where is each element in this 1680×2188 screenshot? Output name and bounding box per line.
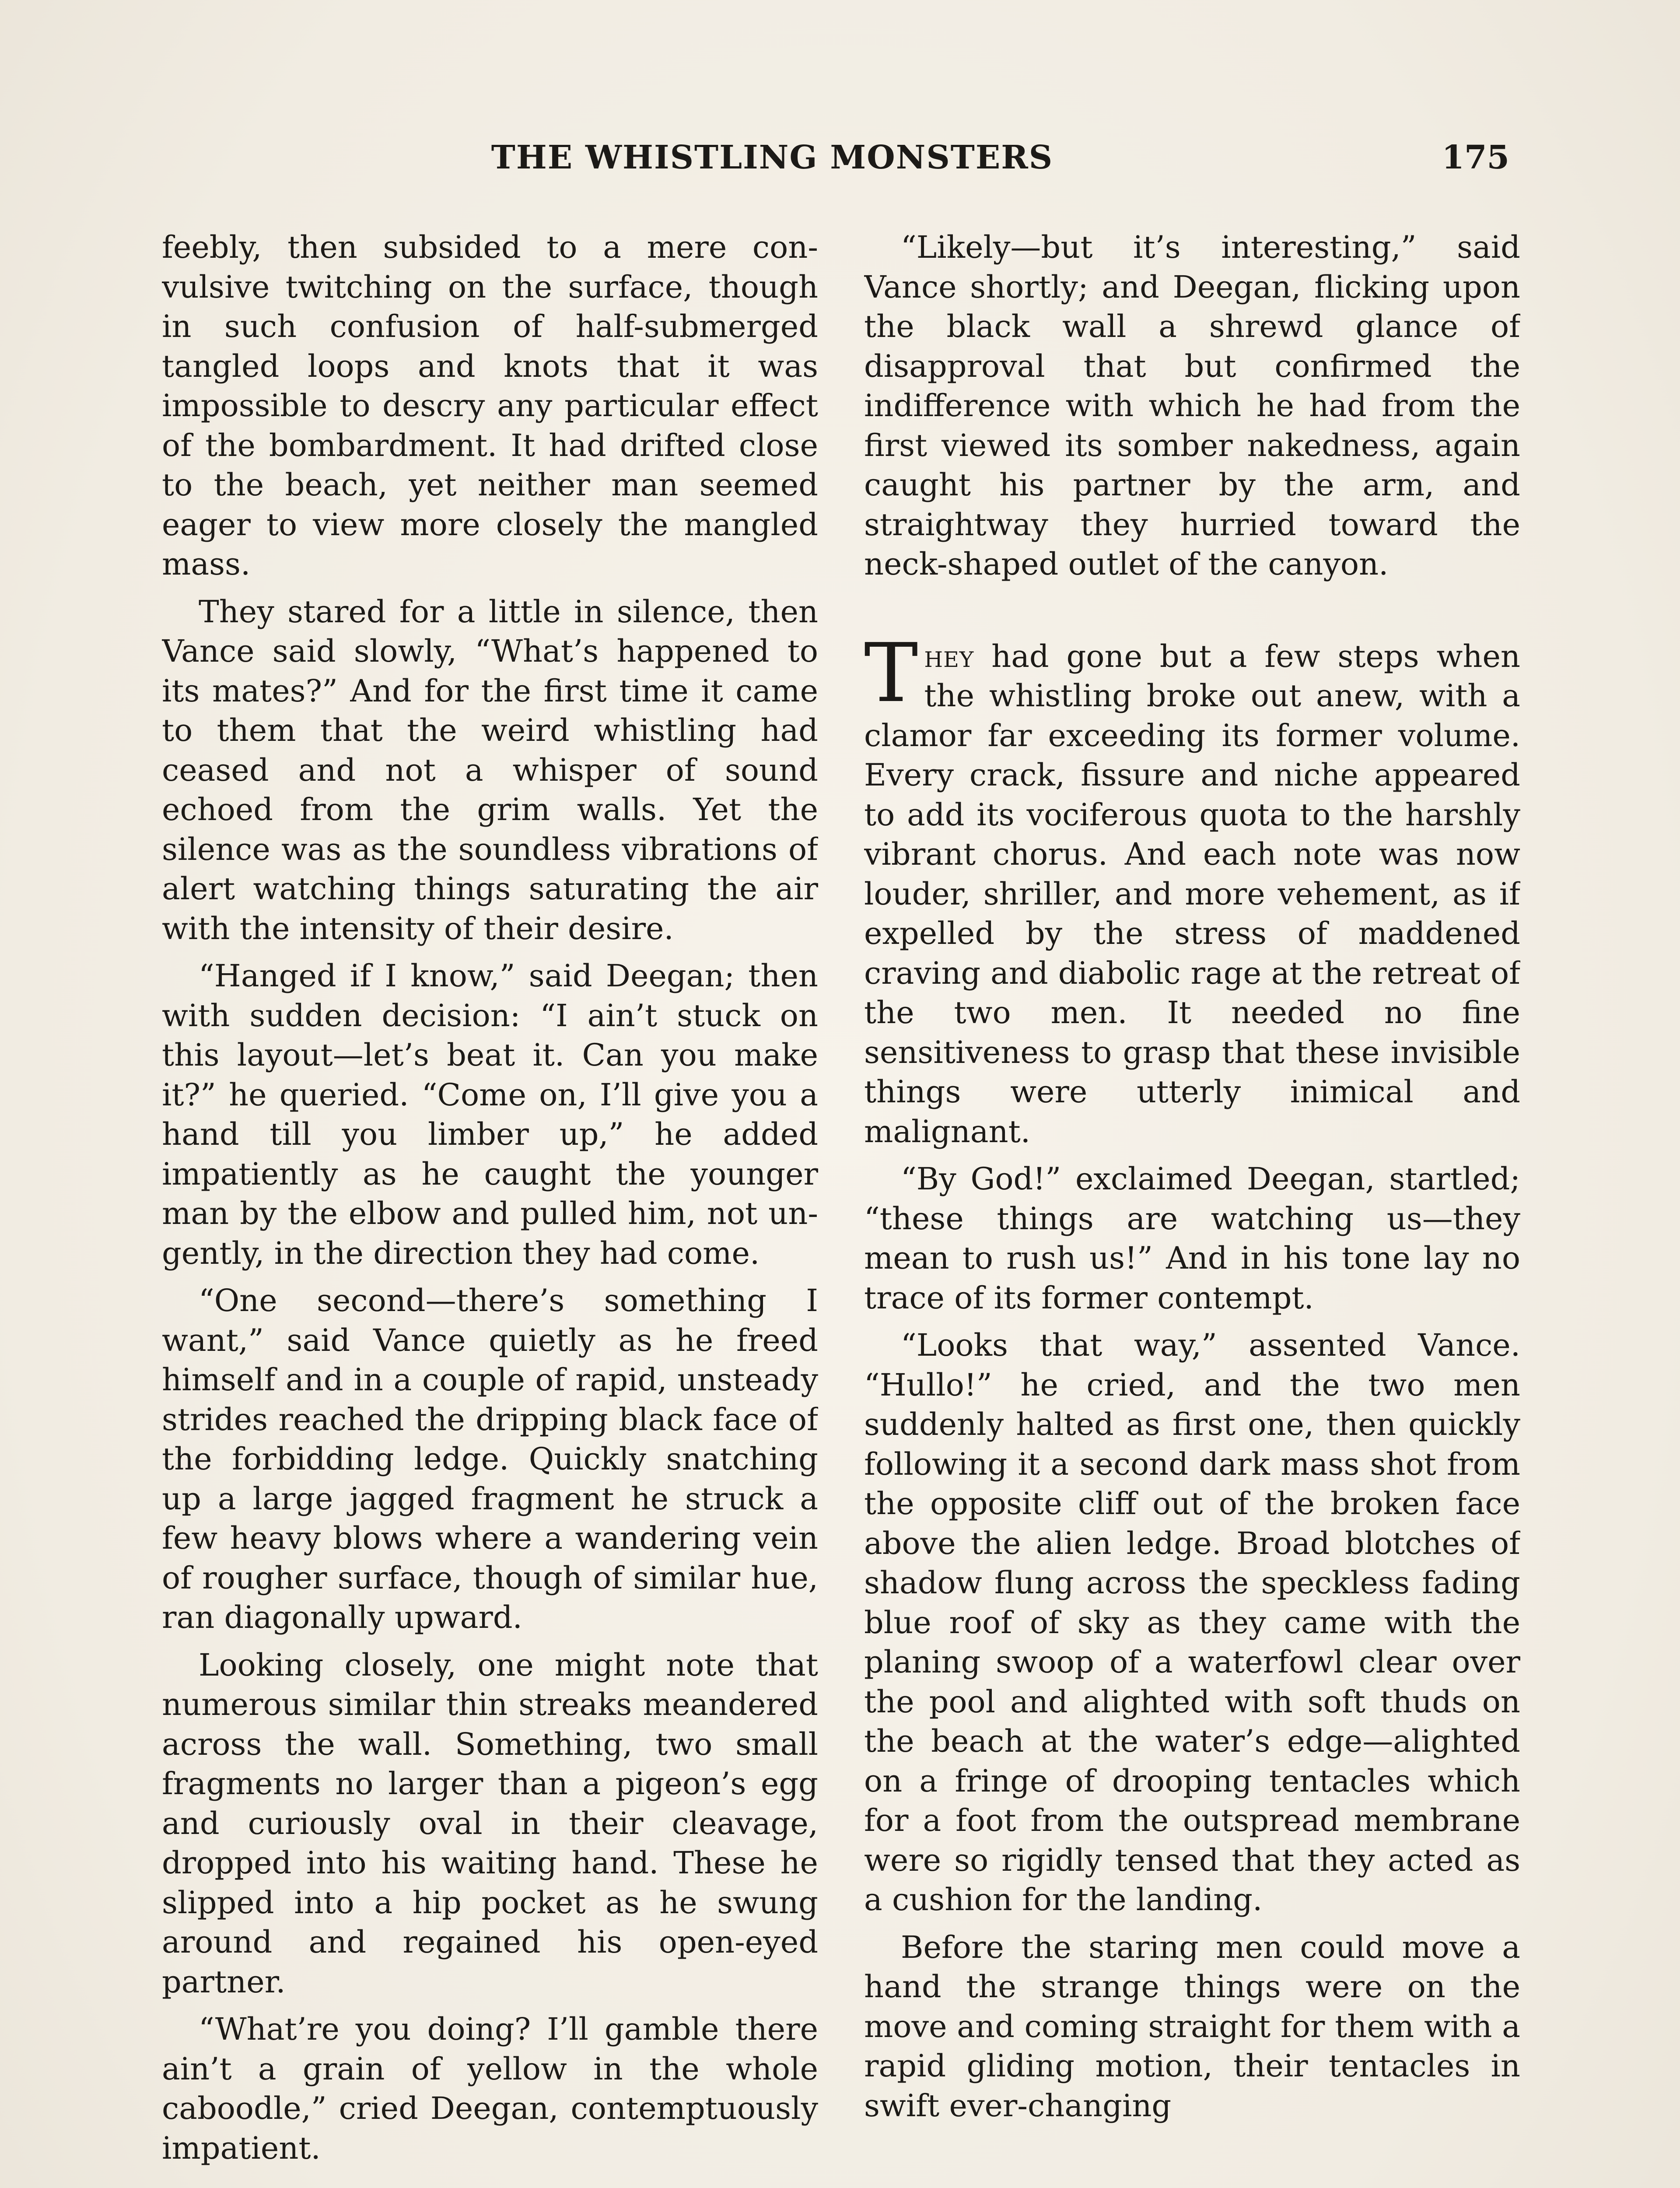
paragraph: They stared for a little in silence, then Vance said slowly, “What’s happened to its mates?” And for the first time it came to them that the weird whistling had ceased and not a whisper of sound echoed from the grim walls. Yet the silence was as the soundless vibrations of alert watching things saturating the air with the intensity of their desire. bbox=[162, 593, 818, 947]
section-opening-paragraph bbox=[864, 625, 1520, 1152]
drop-cap: T bbox=[864, 625, 918, 720]
paragraph: feebly, then subsided to a mere convulsive twitching on the surface, though in such confusion of half-submerged tangled loops and knots that it was impossible to descry any particular effect of the bombardment. It had drifted close to the beach, yet neither man seemed eager to view more closely the mangled mass. bbox=[162, 229, 818, 582]
paragraph: “By God!” exclaimed Deegan, startled; “these things are watching us—they mean to rush us!” And in his tone lay no trace of its former contempt. bbox=[864, 1161, 1520, 1316]
paragraph: “Hanged if I know,” said Deegan; then with sudden decision: “I ain’t stuck on this layout—let’s beat it. Can you make it?” he queried. “Come on, I’ll give you a hand till you limber up,” he added impatiently as he caught the younger man by the elbow and pulled him, not ungently, in the direction they had come. bbox=[162, 958, 818, 1271]
right-column bbox=[864, 228, 1520, 2188]
small-caps-lead: hey bbox=[924, 638, 974, 674]
paragraph: Before the staring men could move a hand the strange things were on the move and coming straight for them with a rapid gliding motion, their tentacles in swift ever-changing bbox=[864, 1929, 1520, 2124]
paragraph: “Likely—but it’s interesting,” said Vance shortly; and Deegan, flicking upon the black wall a shrewd glance of disapproval that but confirmed the indifference with which he had from the first viewed its somber nakedness, again caught his partner by the arm, and straightway they hurried toward the neck-shaped outlet of the canyon. bbox=[864, 229, 1520, 582]
paragraph: “One second—there’s something I want,” said Vance quietly as he freed himself and in a couple of rapid, unsteady strides reached the dripping black face of the forbidding ledge. Quickly snatching up a large jagged fragment he struck a few heavy blows where a wandering vein of rougher surface, though of similar hue, ran diagonally upward. bbox=[162, 1283, 818, 1635]
page-number: 175 bbox=[1442, 139, 1509, 176]
section-text: had gone but a few steps when the whistling broke out anew, with a clamor far exceeding its former volume. Every crack, fissure and niche appeared to add its vociferous quota to the harshly vibrant chorus. And each note was now louder, shriller, and more vehement, as if expelled by the stress of maddened craving and diabolic rage at the retreat of the two men. It needed no fine sensitiveness to grasp that these invisible things were utterly inimical and malignant. bbox=[864, 638, 1520, 1150]
running-head bbox=[162, 131, 1518, 184]
paragraph: “What’re you doing? I’ll gamble there ain’t a grain of yellow in the whole caboodle,” cried Deegan, contemptuously impatient. bbox=[162, 2011, 818, 2166]
paragraph: Looking closely, one might note that numerous similar thin streaks meandered across the wall. Something, two small fragments no larger than a pigeon’s egg and curiously oval in their cleavage, dropped into his waiting hand. These he slipped into a hip pocket as he swung around and regained his open-eyed partner. bbox=[162, 1647, 818, 2000]
left-column bbox=[162, 228, 818, 2188]
paragraph: “Looks that way,” assented Vance. “Hullo!” he cried, and the two men suddenly halted as first one, then quickly following it a second dark mass shot from the opposite cliff out of the broken face above the alien ledge. Broad blotches of shadow flung across the speckless fading blue roof of sky as they came with the planing swoop of a waterfowl clear over the pool and alighted with soft thuds on the beach at the water’s edge—alighted on a fringe of drooping tentacles which for a foot from the outspread membrane were so rigidly tensed that they acted as a cushion for the landing. bbox=[864, 1327, 1520, 1918]
running-title: THE WHISTLING MONSTERS bbox=[491, 139, 1054, 176]
